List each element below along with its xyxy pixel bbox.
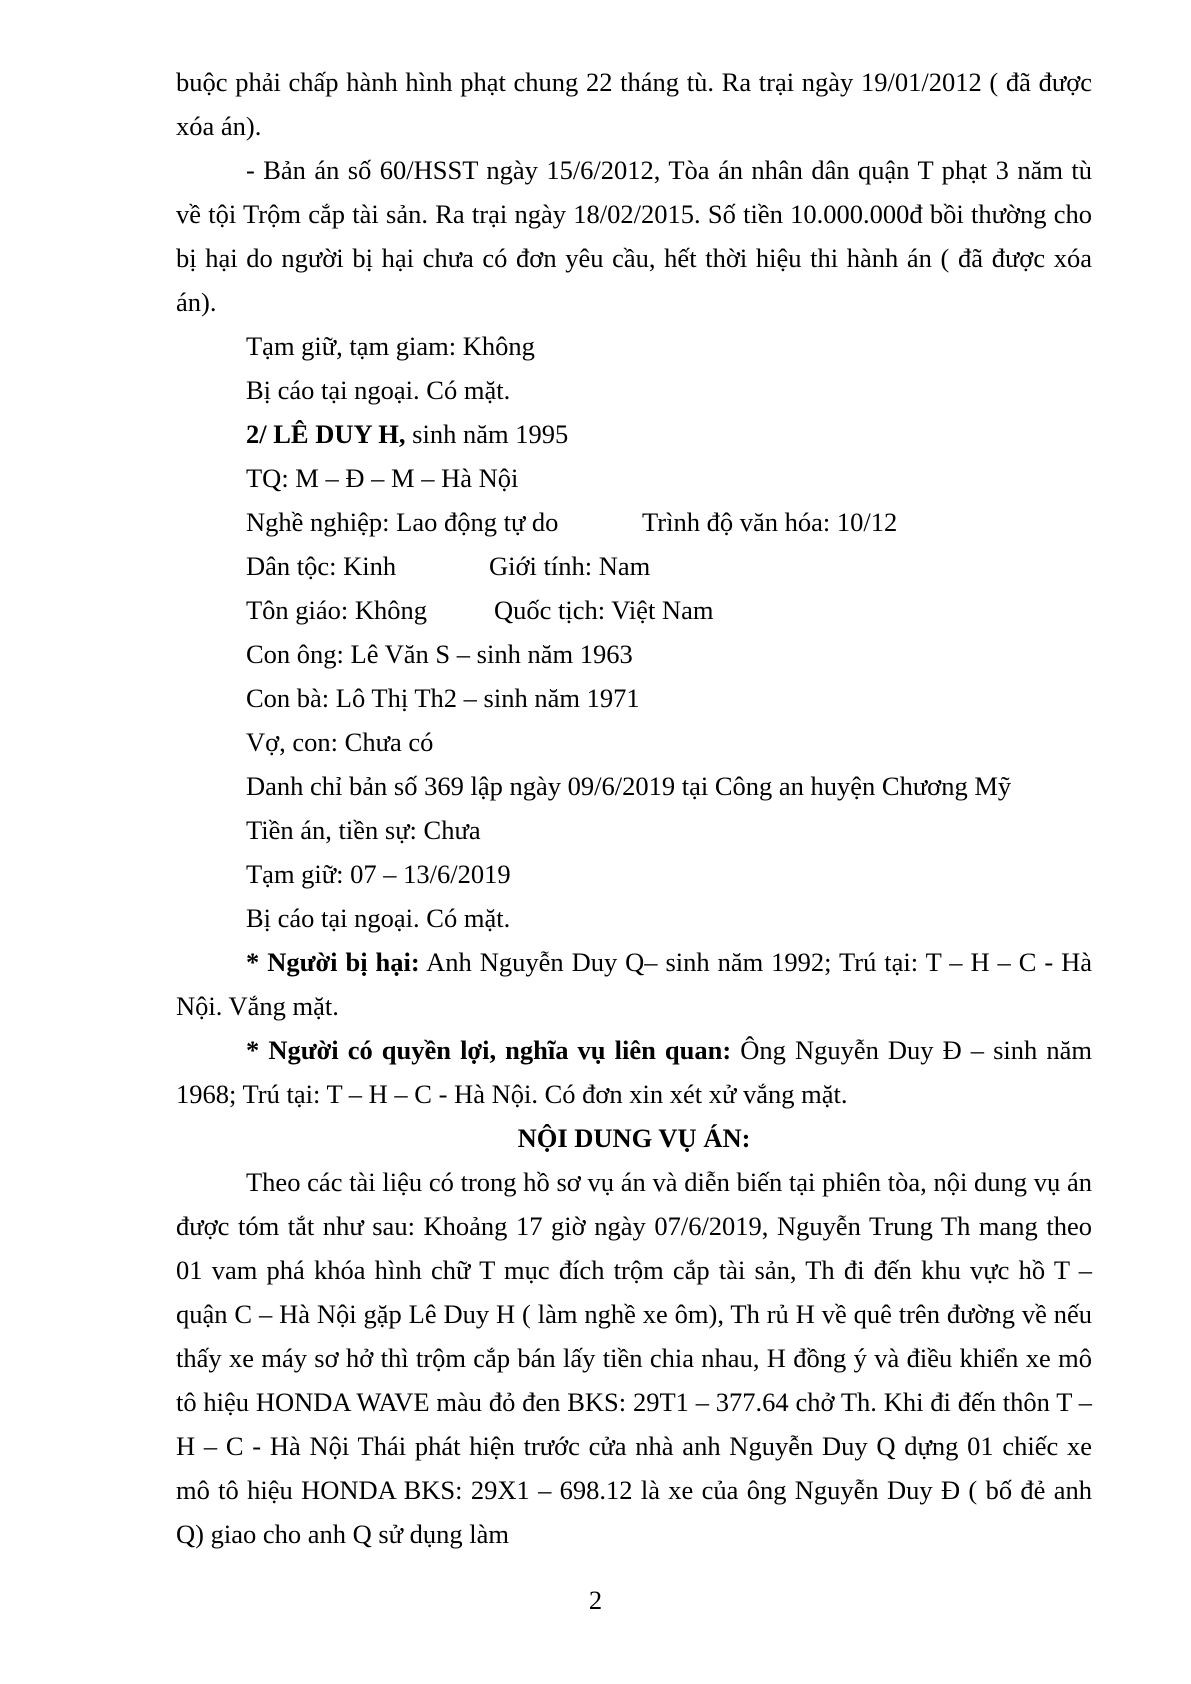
- defendant-name: 2/ LÊ DUY H,: [246, 419, 406, 449]
- related-party-paragraph: [176, 1028, 1092, 1116]
- defendant-religion-row: [176, 588, 1092, 632]
- defendant-mother: Con bà: Lô Thị Th2 – sinh năm 1971: [246, 683, 640, 713]
- detention-line: Tạm giữ, tạm giam: Không: [246, 331, 535, 361]
- defendant-detention: Tạm giữ: 07 – 13/6/2019: [246, 859, 511, 889]
- case-summary-paragraph: Theo các tài liệu có trong hồ sơ vụ án và diễn biến tại phiên tòa, nội dung vụ án được tóm tắt như sau: Khoảng 17 giờ ngày 07/6/2019, Nguyễn Trung Th mang theo 01 vam phá khóa hình chữ T mục đích trộm cắp tài sản, Th đi đến khu vực hồ T – quận C – Hà Nội gặp Lê Duy H ( làm nghề xe ôm), Th rủ H về quê trên đường về nếu thấy xe máy sơ hở thì trộm cắp bán lấy tiền chia nhau, H đồng ý và điều khiển xe mô tô hiệu HONDA WAVE màu đỏ đen BKS: 29T1 – 377.64 chở Th. Khi đi đến thôn T – H – C - Hà Nội Thái phát hiện trước cửa nhà anh Nguyễn Duy Q dựng 01 chiếc xe mô tô hiệu HONDA BKS: 29X1 – 698.12 là xe của ông Nguyễn Duy Đ ( bố đẻ anh Q) giao cho anh Q sử dụng làm: [176, 1167, 1092, 1549]
- related-party-label: * Người có quyền lợi, nghĩa vụ liên quan:: [246, 1035, 732, 1065]
- paragraph-prior-judgment: - Bản án số 60/HSST ngày 15/6/2012, Tòa án nhân dân quận T phạt 3 năm tù về tội Trộm cắp tài sản. Ra trại ngày 18/02/2015. Số tiền 10.000.000đ bồi thường cho bị hại do người bị hại chưa có đơn yêu cầu, hết thời hiệu thi hành án ( đã được xóa án).: [176, 155, 1092, 317]
- defendant-ethnicity: Dân tộc: Kinh: [246, 551, 397, 581]
- paragraph-sentence-continuation: buộc phải chấp hành hình phạt chung 22 tháng tù. Ra trại ngày 19/01/2012 ( đã được xóa án).: [176, 67, 1092, 141]
- related-party-text: Ông Nguyễn Duy Đ – sinh năm 1968; Trú tại: T – H – C - Hà Nội. Có đơn xin xét xử vắng mặt.: [176, 1035, 1092, 1109]
- defendant-nationality: Quốc tịch: Việt Nam: [494, 595, 714, 625]
- victim-paragraph: [176, 940, 1092, 1028]
- page-number: 2: [588, 1585, 603, 1615]
- defendant-heading: [176, 412, 1092, 456]
- defendant-religion: Tôn giáo: Không: [246, 595, 428, 625]
- defendant-occupation: Nghề nghiệp: Lao động tự do: [246, 507, 559, 537]
- defendant-id-record: Danh chỉ bản số 369 lập ngày 09/6/2019 tại Công an huyện Chương Mỹ: [246, 771, 1012, 801]
- defendant-hometown: TQ: M – Đ – M – Hà Nội: [246, 463, 519, 493]
- defendant-birth-year: sinh năm 1995: [405, 419, 569, 449]
- section-title: NỘI DUNG VỤ ÁN:: [517, 1123, 751, 1153]
- defendant-ethnicity-row: [176, 544, 1092, 588]
- defendant-education: Trình độ văn hóa: 10/12: [642, 507, 898, 537]
- defendant-gender: Giới tính: Nam: [489, 551, 651, 581]
- defendant-criminal-record: Tiền án, tiền sự: Chưa: [246, 815, 481, 845]
- defendant-status: Bị cáo tại ngoại. Có mặt.: [246, 903, 511, 933]
- defendant-family: Vợ, con: Chưa có: [246, 727, 434, 757]
- victim-label: * Người bị hại:: [246, 947, 420, 977]
- defendant-occupation-row: [176, 500, 1092, 544]
- defendant-father: Con ông: Lê Văn S – sinh năm 1963: [246, 639, 633, 669]
- victim-text: Anh Nguyễn Duy Q– sinh năm 1992; Trú tại: T – H – C - Hà Nội. Vắng mặt.: [176, 947, 1092, 1021]
- document-page: [176, 60, 1092, 1556]
- attendance-line: Bị cáo tại ngoại. Có mặt.: [246, 375, 511, 405]
